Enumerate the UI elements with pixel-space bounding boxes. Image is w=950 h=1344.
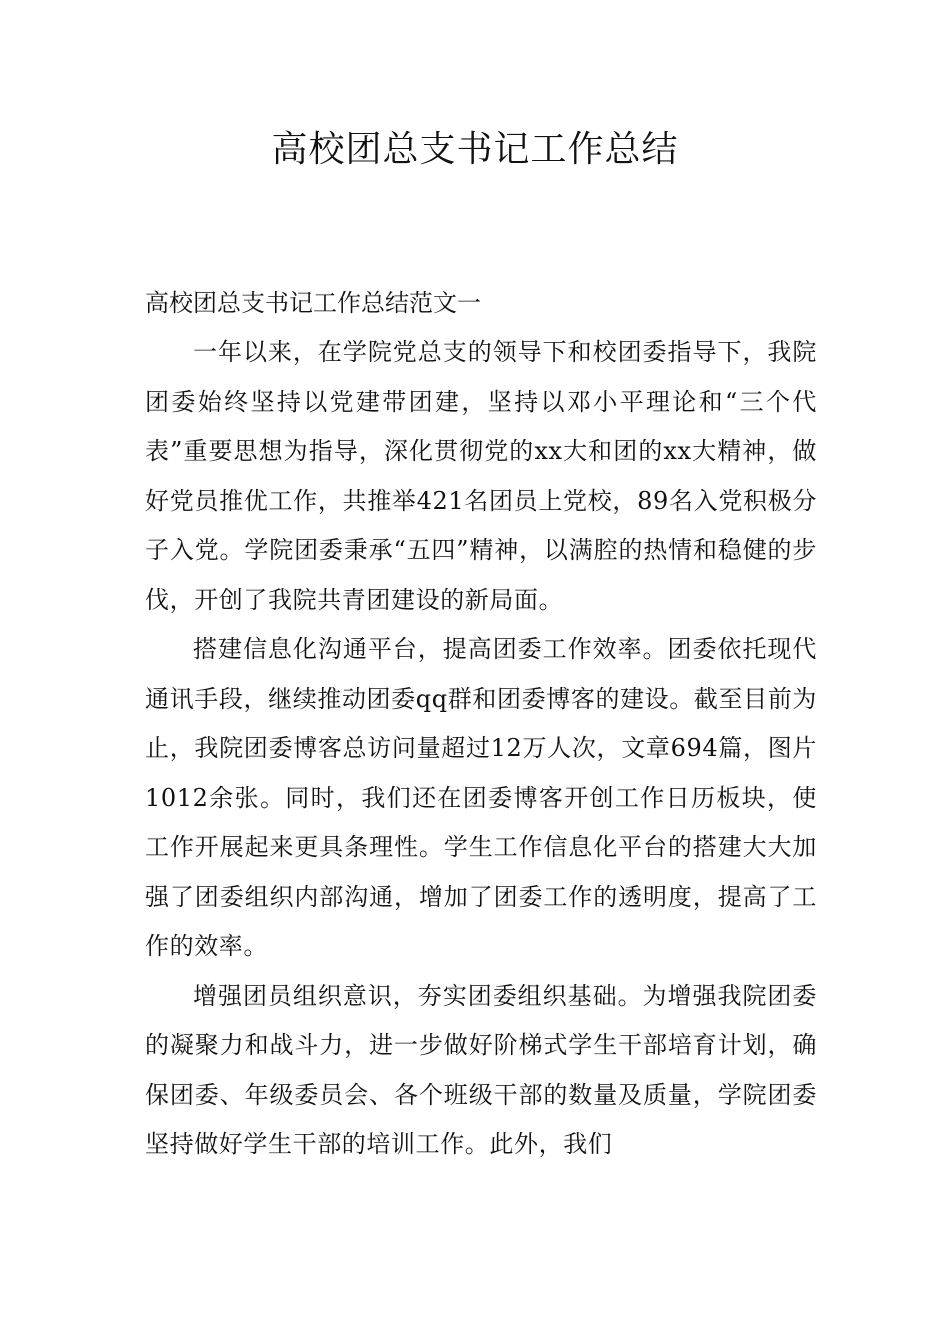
document-title: 高校团总支书记工作总结 — [271, 129, 679, 170]
document-subheading: 高校团总支书记工作总结范文一 — [145, 289, 481, 317]
paragraph-2: 搭建信息化沟通平台，提高团委工作效率。团委依托现代通讯手段，继续推动团委qq群和团委博客的建设。截至目前为止，我院团委博客总访问量超过12万人次，文章694篇，图片1012余张。同时，我们还在团委博客开创工作日历板块，使工作开展起来更具条理性。学生工作信息化平台的搭建大大加强了团委组织内部沟通，增加了团委工作的透明度，提高了工作的效率。 — [145, 635, 817, 960]
paragraph-3: 增强团员组织意识，夯实团委组织基础。为增强我院团委的凝聚力和战斗力，进一步做好阶梯式学生干部培育计划，确保团委、年级委员会、各个班级干部的数量及质量，学院团委坚持做好学生干部的培训工作。此外，我们 — [145, 981, 817, 1158]
document-body — [145, 328, 817, 1170]
paragraph-1: 一年以来，在学院党总支的领导下和校团委指导下，我院团委始终坚持以党建带团建，坚持以邓小平理论和“三个代表”重要思想为指导，深化贯彻党的xx大和团的xx大精神，做好党员推优工作，共推举421名团员上党校，89名入党积极分子入党。学院团委秉承“五四”精神，以满腔的热情和稳健的步伐，开创了我院共青团建设的新局面。 — [145, 338, 817, 614]
